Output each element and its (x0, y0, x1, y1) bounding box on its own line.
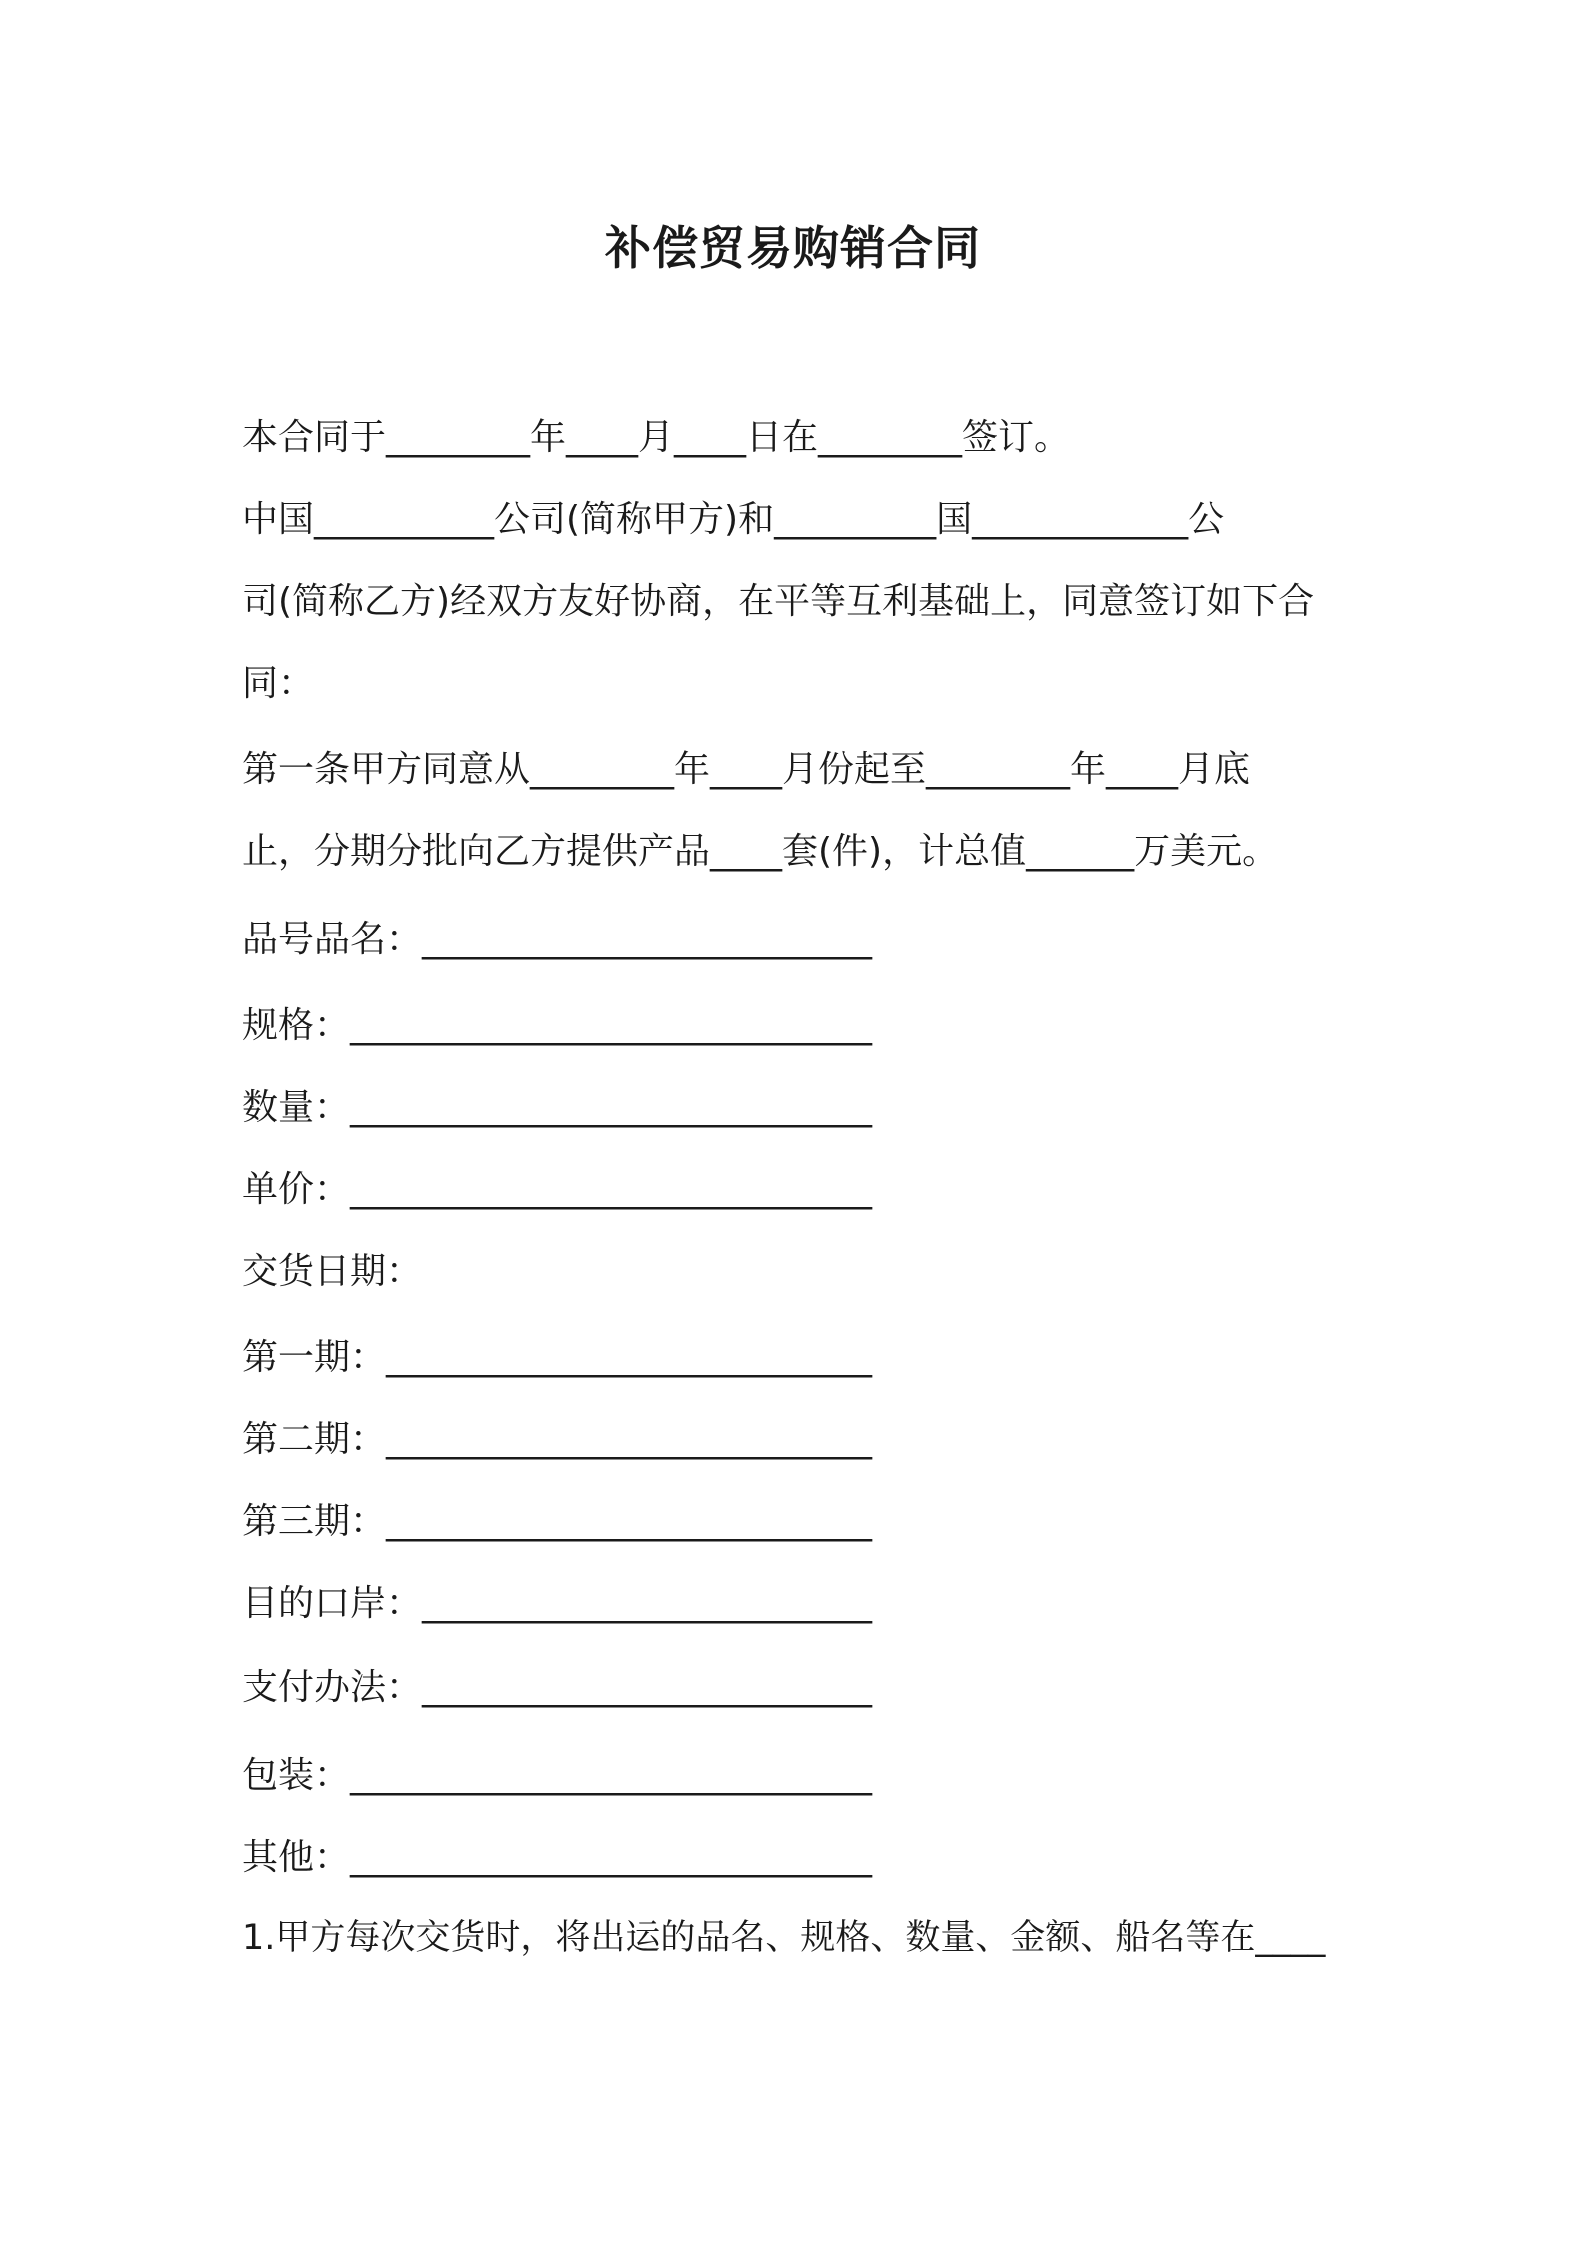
field-delivery-date: 交货日期： (242, 1251, 423, 1292)
text-line-article-1-cont: 止，分期分批向乙方提供产品____套(件)，计总值______万美元。 (242, 831, 1279, 872)
field-packaging: 包装：_____________________________ (242, 1755, 873, 1796)
document-title: 补偿贸易购销合同 (605, 221, 981, 275)
field-specification: 规格：_____________________________ (242, 1005, 873, 1046)
field-quantity: 数量：_____________________________ (242, 1087, 873, 1128)
text-line-parties-end: 同： (242, 663, 315, 704)
text-line-clause-1: 1.甲方每次交货时，将出运的品名、规格、数量、金额、船名等在____ (242, 1918, 1326, 1958)
text-line-parties: 中国__________公司(简称甲方)和_________国____________公 (242, 499, 1225, 540)
field-phase-1: 第一期：___________________________ (242, 1337, 873, 1378)
field-destination-port: 目的口岸：_________________________ (242, 1583, 873, 1624)
text-line-article-1: 第一条甲方同意从________年____月份起至________年____月底 (242, 749, 1251, 790)
text-line-parties-cont: 司(简称乙方)经双方友好协商，在平等互利基础上，同意签订如下合 (242, 581, 1315, 622)
field-product-name: 品号品名：_________________________ (242, 919, 873, 960)
field-phase-2: 第二期：___________________________ (242, 1419, 873, 1460)
text-line-signing-date: 本合同于________年____月____日在________签订。 (242, 417, 1071, 458)
field-other: 其他：_____________________________ (242, 1837, 873, 1878)
field-unit-price: 单价：_____________________________ (242, 1169, 873, 1210)
field-phase-3: 第三期：___________________________ (242, 1501, 873, 1542)
field-payment-method: 支付办法：_________________________ (242, 1667, 873, 1708)
